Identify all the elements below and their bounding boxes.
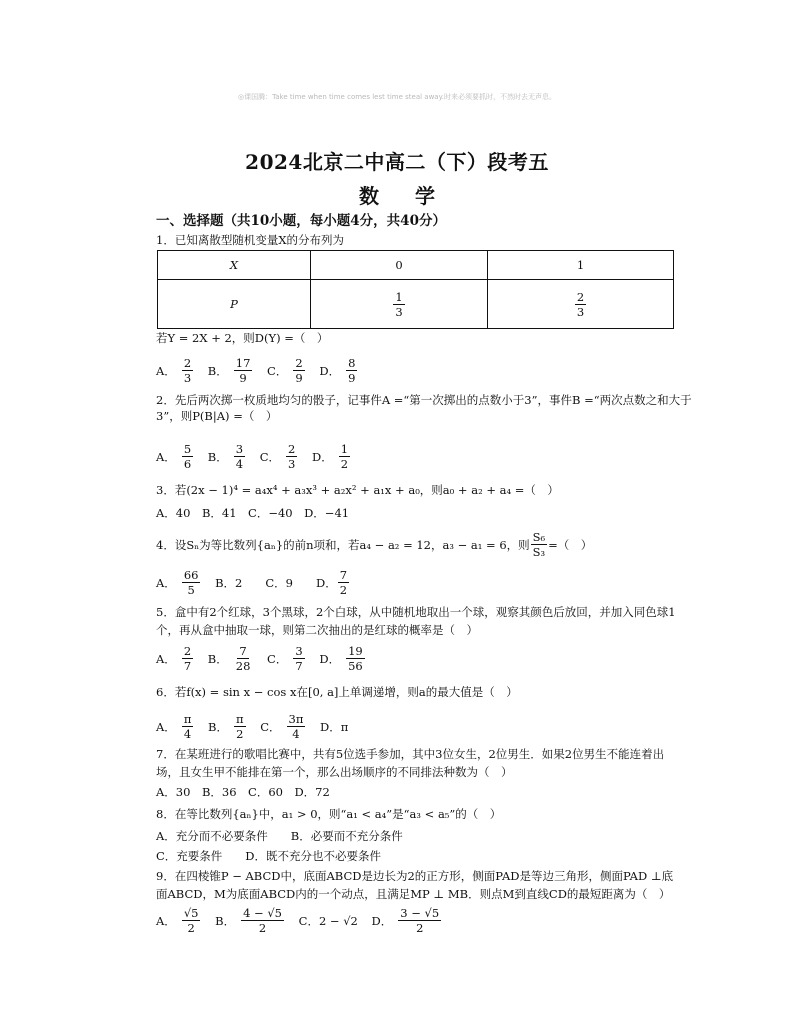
option-label: D． <box>312 449 333 464</box>
option-label: B． <box>207 363 228 378</box>
question-4-stem <box>156 530 592 559</box>
fraction <box>338 568 349 597</box>
option-label: B． <box>208 719 228 734</box>
subject-char-1: 数 <box>359 184 379 208</box>
fraction-den: 7 <box>295 659 303 673</box>
option-label: B． <box>207 449 228 464</box>
fraction-num: 19 <box>348 644 363 658</box>
fraction-num: 3 <box>235 442 244 456</box>
fraction-den: 2 <box>339 583 348 597</box>
option-d[interactable] <box>319 356 358 385</box>
exam-title: 2024北京二中高二（下）段考五 <box>245 150 549 174</box>
question-6-stem: 6．若f(x) = sin x − cos x在[0, a]上单调递增，则a的最大值是（ ） <box>156 685 518 699</box>
fraction-num: 17 <box>235 356 251 370</box>
question-5-line-1: 5．盒中有2个红球，3个黑球，2个白球，从中随机地取出一个球，观察其颜色后放回，并加入同色球1 <box>156 605 676 619</box>
option-label: A． <box>156 719 176 734</box>
fraction-den: 3 <box>288 457 296 471</box>
fraction-num: 5 <box>183 442 192 456</box>
fraction-num: √5 <box>183 906 199 920</box>
fraction <box>182 442 193 471</box>
fraction <box>182 712 194 741</box>
question-3-stem: 3．若(2x − 1)⁴ = a₄x⁴ + a₃x³ + a₂x² + a₁x + a₀，则a₀ + a₂ + a₄ =（ ） <box>156 483 559 497</box>
fraction-num: 1 <box>340 442 349 456</box>
option-label: A． <box>156 449 176 464</box>
fraction-num: 2 <box>183 356 192 370</box>
question-5-options <box>156 644 376 673</box>
option-a[interactable] <box>156 356 194 385</box>
fraction <box>346 356 357 385</box>
fraction-num: 7 <box>239 644 247 658</box>
question-1-ask: 若Y = 2X + 2，则D(Y) =（ ） <box>156 331 329 345</box>
table-cell: X <box>229 258 239 272</box>
question-9-options <box>156 906 452 935</box>
option-c[interactable] <box>267 644 306 673</box>
fraction <box>234 712 246 741</box>
question-2-options <box>156 442 361 471</box>
question-3-options[interactable]: A．40 B．41 C．−40 D．−41 <box>156 506 350 520</box>
subject-char-2: 学 <box>415 184 435 208</box>
option-label: C． <box>267 651 288 666</box>
option-d[interactable] <box>372 906 443 935</box>
option-b[interactable] <box>208 644 254 673</box>
fraction-den: 2 <box>187 921 195 935</box>
option-d[interactable]: D．π <box>320 719 349 734</box>
fraction-num: S₆ <box>532 530 546 544</box>
fraction-den: 3 <box>395 304 403 319</box>
fraction-den: 2 <box>416 921 424 935</box>
fraction-den: 4 <box>183 727 192 741</box>
option-label: D． <box>319 363 341 378</box>
fraction-num: 3 <box>295 644 303 658</box>
option-b[interactable] <box>208 442 246 471</box>
fraction-den: 3 <box>576 304 585 319</box>
fraction-num: 2 <box>288 442 296 456</box>
question-1-stem: 1．已知离散型随机变量X的分布列为 <box>156 233 345 247</box>
fraction <box>346 644 365 673</box>
fraction <box>286 442 297 471</box>
option-a[interactable] <box>156 442 194 471</box>
subject-title <box>0 180 794 209</box>
fraction <box>234 442 245 471</box>
question-8-stem: 8．在等比数列{aₙ}中，a₁ > 0，则“a₁ < a₄”是“a₃ < a₅”的（ ） <box>156 807 502 821</box>
option-label: C． <box>260 719 281 734</box>
option-b[interactable] <box>208 712 247 741</box>
fraction-den: 4 <box>292 727 300 741</box>
fraction-num: 3π <box>288 712 304 726</box>
table-cell-p1 <box>488 280 674 329</box>
question-8-options-line-2[interactable]: C．充要条件 D．既不充分也不必要条件 <box>156 849 382 863</box>
question-7-line-2: 场，且女生甲不能排在第一个，那么出场顺序的不同排法种数为（ ） <box>156 765 513 779</box>
question-4-options <box>156 568 360 597</box>
fraction <box>287 712 306 741</box>
fraction-num: 2 <box>183 644 192 658</box>
fraction <box>234 356 253 385</box>
option-c[interactable]: C．2 − √2 <box>298 913 358 928</box>
option-d[interactable] <box>312 442 351 471</box>
fraction-num: 3 − √5 <box>400 906 440 920</box>
question-7-options[interactable]: A．30 B．36 C．60 D．72 <box>156 785 330 799</box>
fraction <box>182 906 201 935</box>
fraction-num: 1 <box>395 289 403 304</box>
fraction-den: 5 <box>187 583 195 597</box>
fraction-den: 2 <box>258 921 267 935</box>
fraction-den: 9 <box>348 371 356 385</box>
fraction-num: 4 − √5 <box>243 906 282 920</box>
fraction-den: 9 <box>239 371 247 385</box>
option-label: B． <box>215 913 236 928</box>
question-4-stem-text: 4．设Sₙ为等比数列{aₙ}的前n项和，若a₄ − a₂ = 12，a₃ − a₁ = 6，则 <box>156 537 530 552</box>
table-cell: P <box>230 297 238 311</box>
question-6-options <box>156 712 358 741</box>
fraction-den: 2 <box>236 727 244 741</box>
fraction <box>182 568 201 597</box>
fraction-num: π <box>235 712 244 726</box>
option-a[interactable] <box>156 568 201 597</box>
section-header: 一、选择题（共10小题，每小题4分，共40分） <box>156 213 446 229</box>
fraction-den: 2 <box>340 457 349 471</box>
option-d[interactable] <box>319 644 365 673</box>
fraction-den: 6 <box>183 457 192 471</box>
question-5-line-2: 个，再从盒中抽取一球，则第二次抽出的是红球的概率是（ ） <box>156 623 478 637</box>
fraction-den: 7 <box>183 659 192 673</box>
fraction <box>339 442 350 471</box>
distribution-table <box>157 250 674 329</box>
option-label: A． <box>156 651 176 666</box>
fraction <box>398 906 441 935</box>
question-2-stem: 2．先后两次掷一枚质地均匀的骰子，记事件A =“第一次掷出的点数小于3”，事件B =“两次点数之和大于3”，则P(B|A) =（ ） <box>156 393 692 423</box>
fraction-num: 2 <box>295 356 303 370</box>
option-label: D． <box>371 913 393 928</box>
table-header-1: 1 <box>488 251 674 280</box>
fraction <box>293 356 304 385</box>
question-4-stem-tail: =（ ） <box>548 537 593 552</box>
table-cell-p0 <box>311 280 488 329</box>
option-b[interactable] <box>208 356 254 385</box>
option-label: A． <box>156 363 176 378</box>
fraction <box>393 290 404 319</box>
watermark-text: ◎课国腾：Take time when time comes lest time steal away.时来必须要抓时，不然时去无声息。 <box>238 93 556 101</box>
fraction-den: 9 <box>295 371 303 385</box>
option-label: D． <box>319 651 341 666</box>
fraction-den: S₃ <box>532 545 546 559</box>
option-a[interactable] <box>156 644 194 673</box>
table-header-x <box>158 251 311 280</box>
fraction-den: 3 <box>183 371 192 385</box>
fraction-den: 56 <box>348 659 363 673</box>
fraction-num: 2 <box>576 289 585 304</box>
option-a[interactable] <box>156 712 194 741</box>
table-row-label-p <box>158 280 311 329</box>
question-1-options <box>156 356 368 385</box>
question-9-line-1: 9．在四棱锥P − ABCD中，底面ABCD是边长为2的正方形，侧面PAD是等边三角形，侧面PAD ⊥底 <box>156 869 674 883</box>
option-label: B． <box>207 651 228 666</box>
option-label: A． <box>156 575 176 590</box>
question-9-line-2: 面ABCD，M为底面ABCD内的一个动点，且满足MP ⊥ MB．则点M到直线CD的最短距离为（ ） <box>156 887 671 901</box>
question-8-options-line-1[interactable]: A．充分而不必要条件 B．必要而不充分条件 <box>156 829 403 843</box>
option-b[interactable] <box>215 906 285 935</box>
option-a[interactable] <box>156 906 201 935</box>
fraction-num: π <box>183 712 192 726</box>
fraction <box>234 644 253 673</box>
option-label: C． <box>267 363 288 378</box>
fraction-num: 7 <box>339 568 348 582</box>
option-bcd[interactable] <box>215 568 350 597</box>
fraction-den: 28 <box>235 659 251 673</box>
option-c[interactable] <box>260 712 306 741</box>
option-c[interactable] <box>267 356 306 385</box>
option-label: A． <box>156 913 176 928</box>
option-text: B．2 C．9 D． <box>215 575 337 590</box>
option-c[interactable] <box>260 442 299 471</box>
option-label: C． <box>259 449 281 464</box>
fraction <box>182 356 193 385</box>
fraction <box>182 644 193 673</box>
fraction <box>241 906 284 935</box>
fraction <box>293 644 304 673</box>
fraction-den: 4 <box>235 457 244 471</box>
fraction-num: 8 <box>348 356 356 370</box>
question-7-line-1: 7．在某班进行的歌唱比赛中，共有5位选手参加，其中3位女生，2位男生．如果2位男生不能连着出 <box>156 747 665 761</box>
fraction <box>575 290 586 319</box>
table-header-0: 0 <box>311 251 488 280</box>
fraction <box>531 530 548 559</box>
fraction-num: 66 <box>183 568 199 582</box>
